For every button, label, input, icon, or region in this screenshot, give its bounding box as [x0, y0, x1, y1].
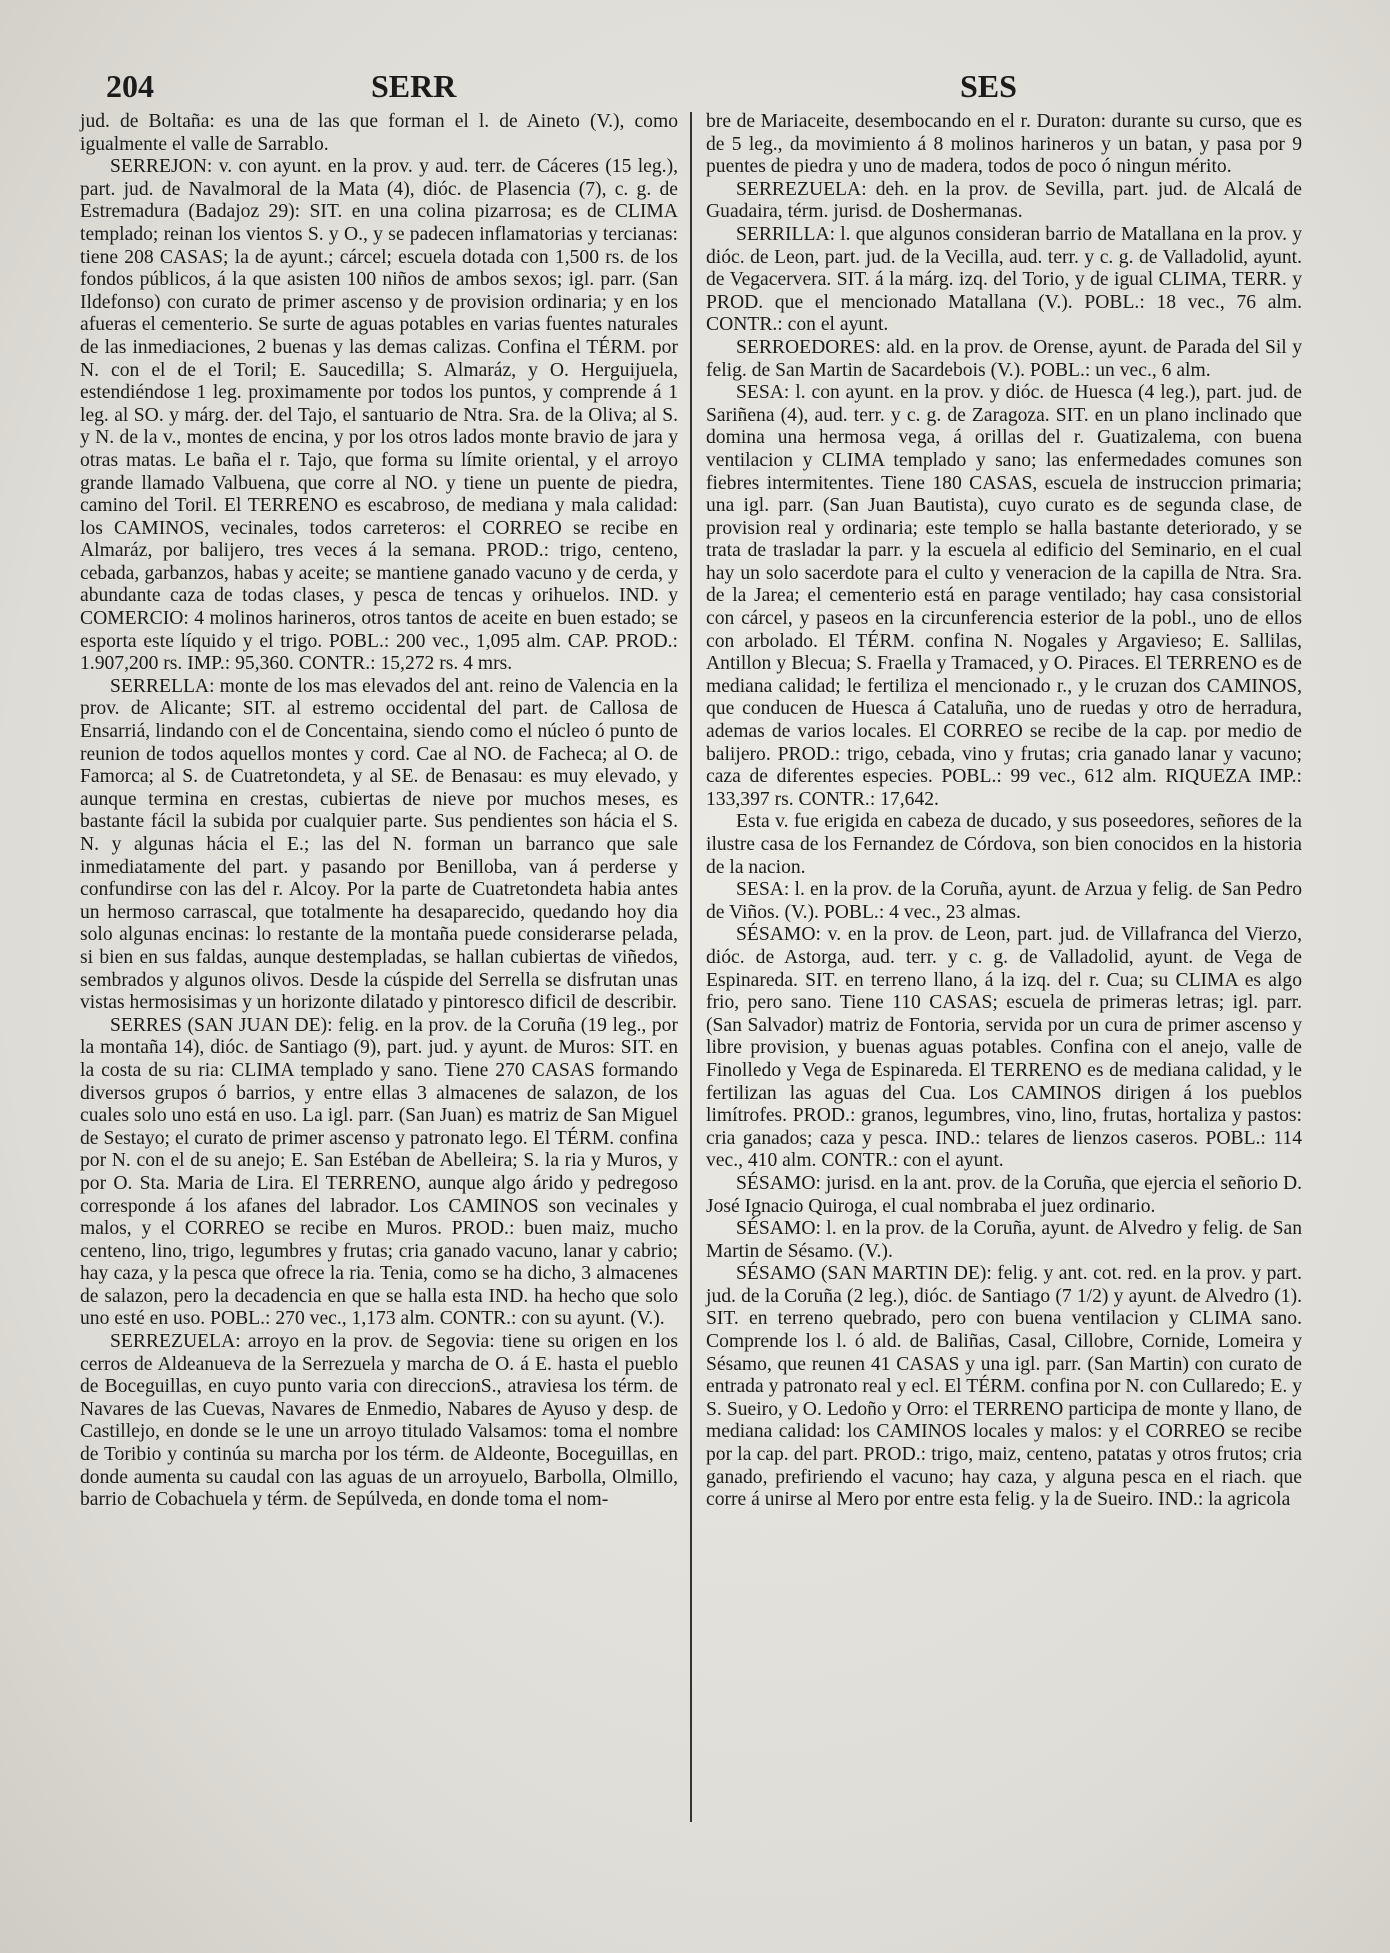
- dictionary-entry: [706, 179, 1302, 224]
- entry-text: : deh. en la prov. de Sevilla, part. jud. de Alcalá de Guadaira, térm. jurisd. de Doshermanas.: [706, 178, 1302, 223]
- dictionary-entry: [80, 1015, 678, 1331]
- entry-headword: SERRES: [110, 1014, 182, 1036]
- entry-headword: SESA: [736, 382, 784, 404]
- left-running-head: SERR: [371, 68, 457, 104]
- dictionary-entry: [706, 879, 1302, 924]
- entry-text: : v. en la prov. de Leon, part. jud. de Villafranca del Vierzo, dióc. de Astorga, aud. terr. y c. g. de Valladolid, ayunt. de Vega de Espinareda. SIT. en terreno llano, á la izq. del r. Cua; su CLIMA es algo frio, pero sano. Tiene 110 CASAS; escuela de primeras letras; igl. parr. (San Salvador) matriz de Fontoria, servida por un cura de primer ascenso y libre provision, y buenas aguas potables. Confina con el anejo, valle de Finolledo y Vega de Espinareda. El TERRENO es de mediana calidad, y le fertilizan las aguas del Cua. Los CAMINOS dirigen á los pueblos limítrofes. PROD.: granos, legumbres, vino, lino, frutas, hortaliza y pastos: cria ganados; caza y pesca. IND.: telares de lienzos caseros. POBL.: 114 vec., 410 alm. CONTR.: con el ayunt.: [706, 924, 1302, 1172]
- entry-headword: SESA: [736, 879, 784, 901]
- dictionary-entry: [706, 1218, 1302, 1263]
- entry-headword: SÉSAMO: [736, 1263, 816, 1285]
- entry-text: (SAN MARTIN DE): felig. y ant. cot. red. en la prov. y part. jud. de la Coruña (2 leg.), dióc. de Santiago (7 1/2) y ayunt. de Alvedro (1). SIT. en terreno quebrado, pero con buena ventilacion y CLIMA sano. Comprende los l. ó ald. de Baliñas, Casal, Cillobre, Cornide, Lomeira y Sésamo, que reunen 41 CASAS y una igl. parr. (San Martin) con curato de entrada y patronato real y ecl. El TÉRM. confina por N. con Cullaredo; E. y S. Sueiro, y O. Ledoño y Orro: el TERRENO participa de monte y llano, de mediana calidad: los CAMINOS locales y malos: y el CORREO se recibe por la cap. del part. PROD.: trigo, maiz, centeno, patatas y otros frutos; cria ganado, prefiriendo el vacuno; hay caza, y alguna pesca en el riach. que corre á unirse al Mero por entre esta felig. y la de Sueiro. IND.: la agricola: [706, 1263, 1302, 1511]
- entry-text: : arroyo en la prov. de Segovia: tiene su origen en los cerros de Aldeanueva de la Serrezuela y marcha de O. á E. hasta el pueblo de Boceguillas, en cuyo punto varia con direccionS., atraviesa los térm. de Navares de las Cuevas, Navares de Enmedio, Nabares de Ayuso y desp. de Castillejo, en donde se le une un arroyo titulado Valsamos: toma el nombre de Toribio y continúa su marcha por los térm. de Aldeonte, Boceguillas, en donde aumenta su caudal con las aguas de un arroyuelo, Barbolla, Olmillo, barrio de Cobachuela y térm. de Sepúlveda, en donde toma el nom-: [80, 1331, 678, 1511]
- entry-text: : l. en la prov. de la Coruña, ayunt. de Alvedro y felig. de San Martin de Sésamo. (V.).: [706, 1218, 1302, 1262]
- entry-text: Esta v. fue erigida en cabeza de ducado, y sus poseedores, señores de la ilustre casa de los Fernandez de Córdova, son bien conocidos en la historia de la nacion.: [706, 811, 1302, 878]
- entry-text: bre de Mariaceite, desembocando en el r. Duraton: durante su curso, que es de 5 leg., da movimiento á 8 molinos harineros y un batan, y pasa por 9 puentes de piedra y uno de madera, todos de poco ó ningun mérito.: [706, 111, 1302, 178]
- left-column: [80, 111, 678, 1512]
- dictionary-entry: [80, 1331, 678, 1512]
- entry-text: jud. de Boltaña: es una de las que forman el l. de Aineto (V.), como igualmente el valle de Sarrablo.: [80, 111, 678, 155]
- column-divider: [690, 112, 692, 1822]
- entry-text: : l. que algunos consideran barrio de Matallana en la prov. y dióc. de Leon, part. jud. de la Vecilla, aud. terr. y c. g. de Valladolid, ayunt. de Vegacervera. SIT. á la márg. izq. del Torio, y de igual CLIMA, TERR. y PROD. que el mencionado Matallana (V.). POBL.: 18 vec., 76 alm. CONTR.: con el ayunt.: [706, 223, 1302, 336]
- entry-headword: SÉSAMO: [736, 924, 816, 946]
- entry-text: : l. en la prov. de la Coruña, ayunt. de Arzua y felig. de San Pedro de Viños. (V.). POBL.: 4 vec., 23 almas.: [706, 879, 1302, 923]
- entry-text: (SAN JUAN DE): felig. en la prov. de la Coruña (19 leg., por la montaña 14), dióc. de Santiago (9), part. jud. y ayunt. de Muros: SIT. en la costa de su ria: CLIMA templado y sano. Tiene 270 CASAS formando diversos grupos ó barrios, y entre ellas 3 almacenes de salazon, de los cuales solo uno está en uso. La igl. parr. (San Juan) es matriz de San Miguel de Sestayo; el curato de primer ascenso y patronato lego. El TÉRM. confina por N. con el de su anejo; E. San Estéban de Abelleira; S. la ria y Muros, y por O. Sta. Maria de Lira. El TERRENO, aunque algo árido y pedregoso corresponde á los afanes del labrador. Los CAMINOS son vecinales y malos, y el CORREO se recibe en Muros. PROD.: buen maiz, mucho centeno, lino, trigo, legumbres y frutas; cria ganado vacuno, lanar y cabrio; hay caza, y la pesca que ofrece la ria. Tenia, como se ha dicho, 3 almacenes de salazon, pero la decadencia en que se halla esta IND. ha hecho que solo uno esté en uso. POBL.: 270 vec., 1,173 alm. CONTR.: con su ayunt. (V.).: [80, 1014, 678, 1330]
- right-running-head: SES: [960, 68, 1017, 104]
- dictionary-entry: [80, 676, 678, 1015]
- entry-headword: SERREZUELA: [736, 178, 862, 200]
- dictionary-entry: [706, 224, 1302, 337]
- dictionary-entry: [706, 924, 1302, 1173]
- entry-text: : jurisd. en la ant. prov. de la Coruña, que ejercia el señorio D. José Ignacio Quiroga, el cual nombraba el juez ordinario.: [706, 1172, 1302, 1217]
- entry-headword: SÉSAMO: [736, 1172, 816, 1194]
- dictionary-entry: [80, 111, 678, 156]
- entry-text: : ald. en la prov. de Orense, ayunt. de Parada del Sil y felig. de San Martin de Sacardebois (V.). POBL.: un vec., 6 alm.: [706, 336, 1302, 381]
- entry-text: : monte de los mas elevados del ant. reino de Valencia en la prov. de Alicante; SIT. al estremo occidental del part. de Callosa de Ensarriá, lindando con el de Concentaina, siendo como el núcleo ó punto de reunion de todos aquellos montes y cord. Cae al NO. de Facheca; al O. de Famorca; al S. de Cuatretondeta, y al SE. de Benasau: es muy elevado, y aunque termina en crestas, cubiertas de nieve por muchos meses, es bastante fácil la subida por cualquier parte. Sus pendientes son hácia el S. N. y algunas hácia el E.; las del N. forman un barranco que sale inmediatamente del part. y pasando por Benilloba, van á perderse y confundirse con las del r. Alcoy. Por la parte de Cuatretondeta habia antes un hermoso carrascal, que totalmente ha desaparecido, quedando hoy dia solo algunas encinas: lo restante de la montaña puede considerarse pelada, si bien en sus faldas, aunque destempladas, se hallan cubiertas de viñedos, sembrados y algunos olivos. Desde la cúspide del Serrella se disfrutan unas vistas hermosisimas y un horizonte dilatado y pintoresco dificil de describir.: [80, 675, 678, 1014]
- page-number: 204: [106, 68, 154, 104]
- entry-headword: SERRILLA: [736, 223, 830, 245]
- page-header: [96, 68, 1306, 108]
- entry-headword: SERROEDORES: [736, 336, 876, 358]
- dictionary-entry: [706, 811, 1302, 879]
- right-column: [706, 111, 1302, 1512]
- dictionary-entry: [706, 337, 1302, 382]
- entry-headword: SERREZUELA: [110, 1331, 236, 1353]
- dictionary-entry: [706, 382, 1302, 811]
- dictionary-entry: [706, 111, 1302, 179]
- dictionary-entry: [80, 156, 678, 676]
- entry-text: : l. con ayunt. en la prov. y dióc. de Huesca (4 leg.), part. jud. de Sariñena (4), aud. terr. y c. g. de Zaragoza. SIT. en un plano inclinado que domina una hermosa vega, á orillas del r. Guatizalema, con buena ventilacion y CLIMA templado y sano; las enfermedades comunes son fiebres intermitentes. Tiene 180 CASAS, escuela de instruccion primaria; una igl. parr. (San Juan Bautista), cuyo curato es de segunda clase, de provision real y ordinaria; este templo se halla bastante deteriorado, y se trata de trasladar la parr. y la escuela al edificio del Seminario, en el cual hay un solo sacerdote para el culto y veneracion de la capilla de Ntra. Sra. de la Jarea; el cementerio está en parage ventilado; hay casa consistorial con cárcel, y paseos en la circunferencia esterior de la pobl., uno de ellos con arbolado. El TÉRM. confina N. Nogales y Argavieso; E. Sallilas, Antillon y Blecua; S. Fraella y Tramaced, y O. Piraces. El TERRENO es de mediana calidad; le fertiliza el mencionado r., y le cruzan dos CAMINOS, que conducen de Huesca á Cataluña, uno de ruedas y otro de herradura, ademas de varios locales. El CORREO se recibe de la cap. por medio de balijero. PROD.: trigo, cebada, vino y frutas; cria ganado lanar y vacuno; caza de diferentes especies. POBL.: 99 vec., 612 alm. RIQUEZA IMP.: 133,397 rs. CONTR.: 17,642.: [706, 382, 1302, 810]
- entry-headword: SERREJON: [110, 156, 207, 178]
- entry-headword: SÉSAMO: [736, 1218, 816, 1240]
- dictionary-entry: [706, 1263, 1302, 1512]
- dictionary-entry: [706, 1173, 1302, 1218]
- entry-text: : v. con ayunt. en la prov. y aud. terr. de Cáceres (15 leg.), part. jud. de Navalmoral de la Mata (4), dióc. de Plasencia (7), c. g. de Estremadura (Badajoz 29): SIT. en una colina pizarrosa; es de CLIMA templado; reinan los vientos S. y O., y se padecen inflamatorias y tercianas: tiene 208 CASAS; la de ayunt.; cárcel; escuela dotada con 1,500 rs. de los fondos públicos, á la que asisten 100 niños de ambos sexos; igl. parr. (San Ildefonso) con curato de primer ascenso y de provision ordinaria; y en los afueras el cementerio. Se surte de aguas potables en varias fuentes naturales de las inmediaciones, 2 buenas y las demas calizas. Confina el TÉRM. por N. con el de el Toril; E. Saucedilla; S. Almaráz, y O. Herguijuela, estendiéndose 1 leg. proximamente por todos los puntos, y comprende á 1 leg. al SO. y márg. der. del Tajo, el santuario de Ntra. Sra. de la Oliva; al S. y N. de la v., montes de encina, y por los otros lados monte bravio de jara y otras matas. Le baña el r. Tajo, que forma su límite oriental, y el arroyo grande llamado Valbuena, que corre al NO. y tiene un puente de piedra, camino del Toril. El TERRENO es escabroso, de mediana y mala calidad: los CAMINOS, vecinales, todos carreteros: el CORREO se recibe en Almaráz, por balijero, tres veces á la semana. PROD.: trigo, centeno, cebada, garbanzos, habas y aceite; se mantiene ganado vacuno y de cerda, y abundante caza de todas clases, y pesca de tencas y orihuelos. IND. y COMERCIO: 4 molinos harineros, otros tantos de aceite en buen estado; se esporta este líquido y el trigo. POBL.: 200 vec., 1,095 alm. CAP. PROD.: 1.907,200 rs. IMP.: 95,360. CONTR.: 15,272 rs. 4 mrs.: [80, 156, 678, 675]
- entry-headword: SERRELLA: [110, 675, 210, 697]
